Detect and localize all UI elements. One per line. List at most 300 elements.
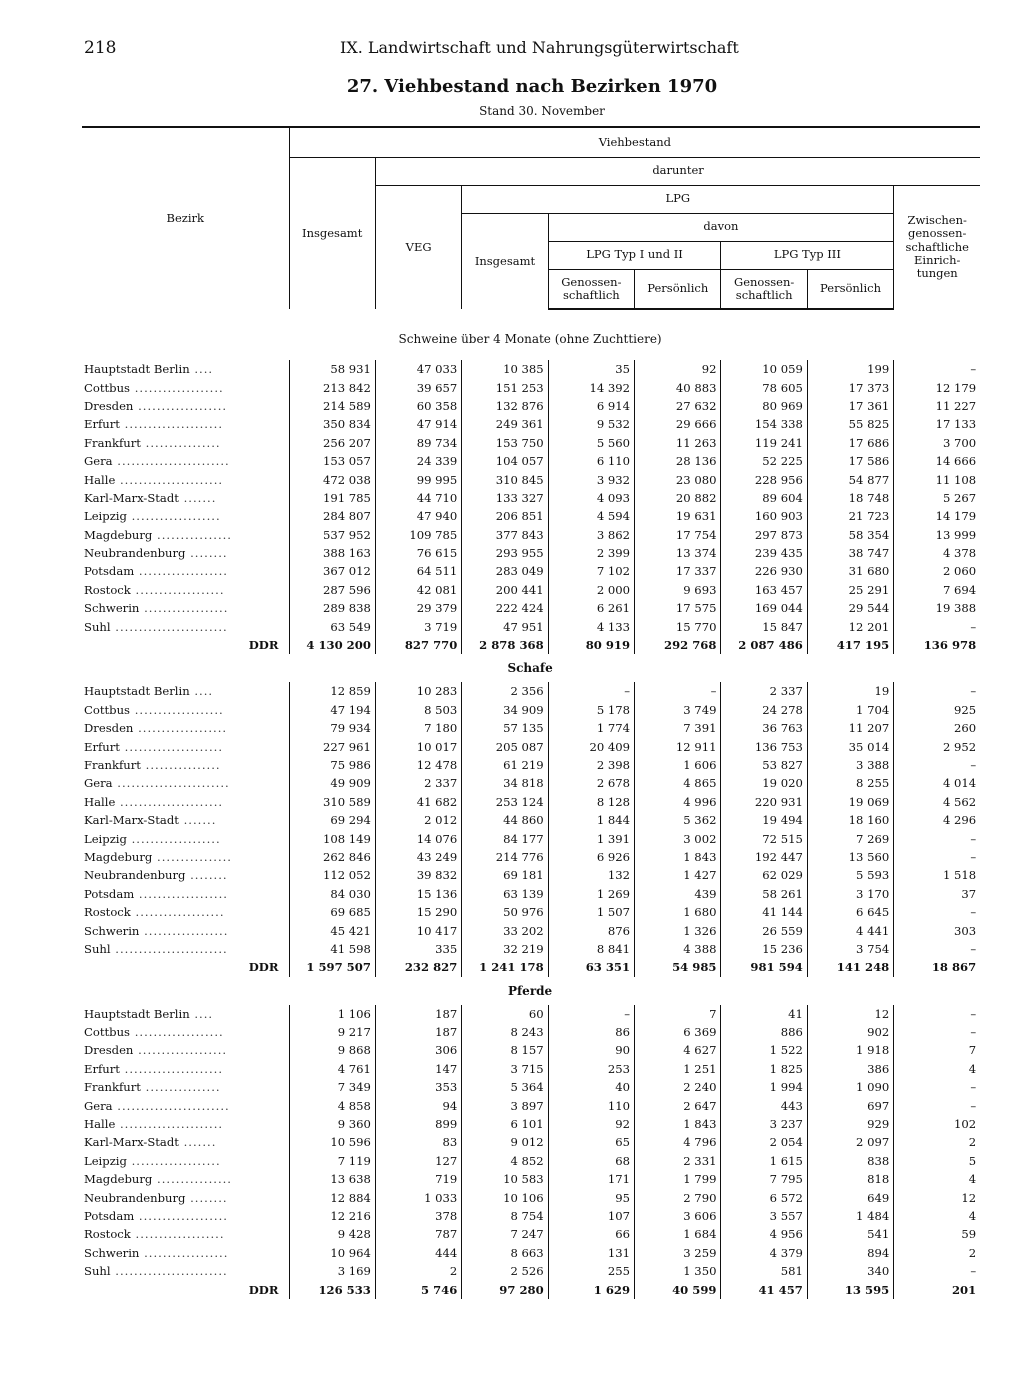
- cell-value: 11 227: [894, 397, 980, 415]
- cell-value: 12: [807, 1005, 893, 1023]
- cell-value: 260: [894, 719, 980, 737]
- cell-value: 60: [462, 1005, 548, 1023]
- cell-value: 1 918: [807, 1041, 893, 1059]
- cell-value: 163 457: [721, 581, 807, 599]
- header-bezirk: Bezirk: [82, 127, 289, 309]
- cell-value: 1 251: [635, 1060, 721, 1078]
- bezirk-label: Leipzig: [84, 831, 127, 846]
- bezirk-name: [82, 903, 289, 921]
- cell-value: 112 052: [289, 866, 375, 884]
- cell-value: 297 873: [721, 526, 807, 544]
- bezirk-label: Neubrandenburg: [84, 868, 186, 883]
- cell-value: 41: [721, 1005, 807, 1023]
- bezirk-name: [82, 682, 289, 700]
- header-typ3: LPG Typ III: [721, 241, 894, 269]
- table-row: [82, 581, 980, 599]
- table-row: [82, 737, 980, 755]
- cell-value: 1 326: [635, 921, 721, 939]
- bezirk-name: [82, 793, 289, 811]
- cell-value: 228 956: [721, 470, 807, 488]
- bezirk-name: [82, 1262, 289, 1280]
- bezirk-name: [82, 1152, 289, 1170]
- table-row: [82, 1188, 980, 1206]
- table-row: [82, 617, 980, 635]
- cell-value: 1 615: [721, 1152, 807, 1170]
- leader-dots: ................: [152, 1172, 232, 1187]
- cell-value: 63 139: [462, 885, 548, 903]
- bezirk-name: [82, 719, 289, 737]
- cell-value: 192 447: [721, 848, 807, 866]
- cell-value: 41 682: [375, 793, 461, 811]
- bezirk-label: Erfurt: [84, 739, 120, 754]
- cell-value: 10 385: [462, 360, 548, 378]
- cell-value: 92: [635, 360, 721, 378]
- table-row: [82, 903, 980, 921]
- bezirk-label: Dresden: [84, 721, 134, 736]
- bezirk-name: [82, 885, 289, 903]
- cell-value: 9 868: [289, 1041, 375, 1059]
- cell-value: 4 996: [635, 793, 721, 811]
- cell-value: 10 417: [375, 921, 461, 939]
- bezirk-label: Cottbus: [84, 380, 131, 395]
- leader-dots: ...................: [134, 886, 228, 901]
- bezirk-name: [82, 921, 289, 939]
- cell-value: 14 666: [894, 452, 980, 470]
- cell-value: 8 243: [462, 1023, 548, 1041]
- cell-value: 29 666: [635, 415, 721, 433]
- bezirk-label: Potsdam: [84, 1208, 135, 1223]
- cell-value: 4 865: [635, 774, 721, 792]
- table-row: [82, 1078, 980, 1096]
- cell-value: 213 842: [289, 378, 375, 396]
- cell-value: 41 598: [289, 940, 375, 958]
- cell-value: 141 248: [807, 958, 893, 976]
- cell-value: 49 909: [289, 774, 375, 792]
- bezirk-name: [82, 470, 289, 488]
- cell-value: 10 583: [462, 1170, 548, 1188]
- cell-value: 21 723: [807, 507, 893, 525]
- cell-value: 60 358: [375, 397, 461, 415]
- cell-value: 109 785: [375, 526, 461, 544]
- cell-value: 6 914: [548, 397, 634, 415]
- cell-value: 151 253: [462, 378, 548, 396]
- cell-value: 19 069: [807, 793, 893, 811]
- cell-value: 439: [635, 885, 721, 903]
- cell-value: 1 518: [894, 866, 980, 884]
- cell-value: 2 878 368: [462, 636, 548, 654]
- table-row: [82, 1041, 980, 1059]
- cell-value: 31 680: [807, 562, 893, 580]
- cell-value: –: [894, 756, 980, 774]
- cell-value: 537 952: [289, 526, 375, 544]
- cell-value: 90: [548, 1041, 634, 1059]
- table-row: [82, 470, 980, 488]
- cell-value: 187: [375, 1005, 461, 1023]
- bezirk-label: DDR: [248, 1282, 279, 1297]
- cell-value: 19 494: [721, 811, 807, 829]
- table-row: [82, 526, 980, 544]
- cell-value: 1 090: [807, 1078, 893, 1096]
- page-number: 218: [84, 38, 117, 58]
- cell-value: 3 719: [375, 617, 461, 635]
- cell-value: 8 157: [462, 1041, 548, 1059]
- leader-dots: ...................: [130, 905, 225, 920]
- leader-dots: ........: [185, 546, 228, 561]
- cell-value: 153 057: [289, 452, 375, 470]
- header-lpg-insgesamt: Insgesamt: [462, 213, 548, 309]
- leader-dots: ...................: [126, 509, 221, 524]
- leader-dots: ................: [140, 435, 221, 450]
- cell-value: 126 533: [289, 1280, 375, 1298]
- cell-value: 17 754: [635, 526, 721, 544]
- cell-value: 66: [548, 1225, 634, 1243]
- table-row: [82, 774, 980, 792]
- cell-value: 53 827: [721, 756, 807, 774]
- cell-value: 1 799: [635, 1170, 721, 1188]
- cell-value: 33 202: [462, 921, 548, 939]
- cell-value: 827 770: [375, 636, 461, 654]
- cell-value: 239 435: [721, 544, 807, 562]
- table-row: [82, 378, 980, 396]
- cell-value: 1 106: [289, 1005, 375, 1023]
- cell-value: 5 560: [548, 434, 634, 452]
- table-row: [82, 1152, 980, 1170]
- total-row: [82, 636, 980, 654]
- cell-value: 34 818: [462, 774, 548, 792]
- bezirk-name: [82, 562, 289, 580]
- header-insgesamt: Insgesamt: [289, 157, 375, 309]
- cell-value: 18 748: [807, 489, 893, 507]
- cell-value: 5: [894, 1152, 980, 1170]
- cell-value: 32 219: [462, 940, 548, 958]
- cell-value: 4 014: [894, 774, 980, 792]
- leader-dots: ........................: [110, 1264, 228, 1279]
- bezirk-label: Karl-Marx-Stadt: [84, 490, 179, 505]
- table-row: [82, 866, 980, 884]
- cell-value: 2 952: [894, 737, 980, 755]
- bezirk-label: Hauptstadt Berlin: [84, 1006, 190, 1021]
- cell-value: 3 897: [462, 1096, 548, 1114]
- bezirk-label: Karl-Marx-Stadt: [84, 1135, 179, 1150]
- table-row: [82, 1244, 980, 1262]
- cell-value: 367 012: [289, 562, 375, 580]
- leader-dots: ...................: [130, 1025, 224, 1040]
- cell-value: 40 599: [635, 1280, 721, 1298]
- cell-value: 206 851: [462, 507, 548, 525]
- cell-value: 253 124: [462, 793, 548, 811]
- cell-value: 104 057: [462, 452, 548, 470]
- table-row: [82, 1115, 980, 1133]
- bezirk-label: Halle: [84, 1117, 116, 1132]
- bezirk-name: [82, 958, 289, 976]
- cell-value: 4 956: [721, 1225, 807, 1243]
- leader-dots: ...................: [134, 564, 228, 579]
- leader-dots: .....................: [119, 739, 224, 754]
- cell-value: 3 002: [635, 829, 721, 847]
- cell-value: 1 391: [548, 829, 634, 847]
- leader-dots: ..................: [139, 601, 229, 616]
- cell-value: 17 373: [807, 378, 893, 396]
- chapter-heading: IX. Landwirtschaft und Nahrungsgüterwirtschaft: [340, 38, 739, 57]
- bezirk-name: [82, 1244, 289, 1262]
- cell-value: 15 770: [635, 617, 721, 635]
- table-row: [82, 940, 980, 958]
- bezirk-label: Karl-Marx-Stadt: [84, 813, 179, 828]
- cell-value: 28 136: [635, 452, 721, 470]
- bezirk-label: Leipzig: [84, 509, 127, 524]
- cell-value: 7 694: [894, 581, 980, 599]
- cell-value: 4 761: [289, 1060, 375, 1078]
- leader-dots: ...................: [130, 702, 224, 717]
- cell-value: 75 986: [289, 756, 375, 774]
- leader-dots: .....................: [119, 1061, 224, 1076]
- cell-value: 12 884: [289, 1188, 375, 1206]
- cell-value: 4 627: [635, 1041, 721, 1059]
- bezirk-label: Dresden: [84, 398, 134, 413]
- bezirk-name: [82, 636, 289, 654]
- cell-value: 4: [894, 1170, 980, 1188]
- cell-value: 160 903: [721, 507, 807, 525]
- cell-value: 147: [375, 1060, 461, 1078]
- cell-value: 7 180: [375, 719, 461, 737]
- cell-value: 10 964: [289, 1244, 375, 1262]
- cell-value: 3 606: [635, 1207, 721, 1225]
- cell-value: 4 378: [894, 544, 980, 562]
- cell-value: 58 354: [807, 526, 893, 544]
- cell-value: 5 362: [635, 811, 721, 829]
- cell-value: 4 594: [548, 507, 634, 525]
- cell-value: 62 029: [721, 866, 807, 884]
- cell-value: 24 339: [375, 452, 461, 470]
- cell-value: 86: [548, 1023, 634, 1041]
- cell-value: 303: [894, 921, 980, 939]
- cell-value: 4 130 200: [289, 636, 375, 654]
- cell-value: 44 710: [375, 489, 461, 507]
- cell-value: 17 337: [635, 562, 721, 580]
- bezirk-name: [82, 617, 289, 635]
- cell-value: 191 785: [289, 489, 375, 507]
- cell-value: 2 526: [462, 1262, 548, 1280]
- cell-value: 15 136: [375, 885, 461, 903]
- header-typ12: LPG Typ I und II: [548, 241, 721, 269]
- cell-value: 310 845: [462, 470, 548, 488]
- cell-value: 876: [548, 921, 634, 939]
- cell-value: 262 846: [289, 848, 375, 866]
- table-row: [82, 1207, 980, 1225]
- cell-value: 17 586: [807, 452, 893, 470]
- bezirk-name: [82, 1060, 289, 1078]
- cell-value: 1 522: [721, 1041, 807, 1059]
- cell-value: 2 060: [894, 562, 980, 580]
- section-title: Pferde: [508, 983, 553, 998]
- leader-dots: ...................: [133, 398, 228, 413]
- cell-value: –: [894, 1262, 980, 1280]
- cell-value: 76 615: [375, 544, 461, 562]
- bezirk-label: Frankfurt: [84, 758, 141, 772]
- cell-value: 2: [894, 1244, 980, 1262]
- cell-value: 63 351: [548, 958, 634, 976]
- cell-value: 107: [548, 1207, 634, 1225]
- cell-value: 1 704: [807, 701, 893, 719]
- cell-value: 97 280: [462, 1280, 548, 1298]
- bezirk-label: Leipzig: [84, 1153, 127, 1168]
- leader-dots: .......: [178, 813, 217, 828]
- cell-value: 38 747: [807, 544, 893, 562]
- cell-value: 3 862: [548, 526, 634, 544]
- cell-value: 1 427: [635, 866, 721, 884]
- cell-value: 169 044: [721, 599, 807, 617]
- header-viehbestand: Viehbestand: [289, 127, 980, 157]
- cell-value: 9 012: [462, 1133, 548, 1151]
- leader-dots: ......................: [115, 794, 224, 809]
- bezirk-label: Frankfurt: [84, 1080, 141, 1095]
- bezirk-label: Rostock: [84, 905, 131, 920]
- bezirk-name: [82, 1133, 289, 1151]
- table-row: [82, 1133, 980, 1151]
- cell-value: 24 278: [721, 701, 807, 719]
- cell-value: 13 999: [894, 526, 980, 544]
- bezirk-label: Rostock: [84, 1227, 131, 1242]
- cell-value: 4 858: [289, 1096, 375, 1114]
- cell-value: 4 388: [635, 940, 721, 958]
- cell-value: 1 629: [548, 1280, 634, 1298]
- cell-value: –: [894, 1005, 980, 1023]
- cell-value: 36 763: [721, 719, 807, 737]
- cell-value: 131: [548, 1244, 634, 1262]
- leader-dots: ......................: [115, 1117, 224, 1132]
- cell-value: 12: [894, 1188, 980, 1206]
- cell-value: 50 976: [462, 903, 548, 921]
- cell-value: 9 428: [289, 1225, 375, 1243]
- cell-value: 925: [894, 701, 980, 719]
- cell-value: 14 392: [548, 378, 634, 396]
- cell-value: 47 914: [375, 415, 461, 433]
- total-row: [82, 1280, 980, 1298]
- cell-value: 3 259: [635, 1244, 721, 1262]
- cell-value: 69 685: [289, 903, 375, 921]
- cell-value: 3 557: [721, 1207, 807, 1225]
- bezirk-label: Halle: [84, 472, 116, 487]
- cell-value: 2 240: [635, 1078, 721, 1096]
- cell-value: 350 834: [289, 415, 375, 433]
- bezirk-label: Erfurt: [84, 1061, 120, 1076]
- cell-value: 6 645: [807, 903, 893, 921]
- cell-value: 6 101: [462, 1115, 548, 1133]
- bezirk-name: [82, 756, 289, 774]
- cell-value: 3 169: [289, 1262, 375, 1280]
- cell-value: 3 388: [807, 756, 893, 774]
- cell-value: 12 478: [375, 756, 461, 774]
- cell-value: 649: [807, 1188, 893, 1206]
- cell-value: 199: [807, 360, 893, 378]
- cell-value: 386: [807, 1060, 893, 1078]
- cell-value: 1 606: [635, 756, 721, 774]
- cell-value: 64 511: [375, 562, 461, 580]
- section-heading-row: [82, 309, 980, 360]
- cell-value: 340: [807, 1262, 893, 1280]
- cell-value: 8 255: [807, 774, 893, 792]
- bezirk-name: [82, 1115, 289, 1133]
- cell-value: 200 441: [462, 581, 548, 599]
- cell-value: 232 827: [375, 958, 461, 976]
- cell-value: 220 931: [721, 793, 807, 811]
- cell-value: 37: [894, 885, 980, 903]
- cell-value: 12 859: [289, 682, 375, 700]
- cell-value: 5 267: [894, 489, 980, 507]
- cell-value: 13 595: [807, 1280, 893, 1298]
- bezirk-label: Cottbus: [84, 702, 131, 717]
- cell-value: 44 860: [462, 811, 548, 829]
- cell-value: 94: [375, 1096, 461, 1114]
- cell-value: 226 930: [721, 562, 807, 580]
- bezirk-label: Suhl: [84, 941, 111, 956]
- leader-dots: ...................: [130, 1227, 225, 1242]
- cell-value: 3 715: [462, 1060, 548, 1078]
- cell-value: 10 106: [462, 1188, 548, 1206]
- bezirk-name: [82, 434, 289, 452]
- cell-value: 12 216: [289, 1207, 375, 1225]
- cell-value: 4 379: [721, 1244, 807, 1262]
- cell-value: 2 398: [548, 756, 634, 774]
- cell-value: 7: [894, 1041, 980, 1059]
- table-row: [82, 1262, 980, 1280]
- table-row: [82, 848, 980, 866]
- cell-value: 27 632: [635, 397, 721, 415]
- cell-value: 8 663: [462, 1244, 548, 1262]
- cell-value: 15 290: [375, 903, 461, 921]
- table-row: [82, 1096, 980, 1114]
- cell-value: 284 807: [289, 507, 375, 525]
- cell-value: 227 961: [289, 737, 375, 755]
- cell-value: 13 374: [635, 544, 721, 562]
- header-davon: davon: [548, 213, 894, 241]
- cell-value: 292 768: [635, 636, 721, 654]
- bezirk-name: [82, 599, 289, 617]
- bezirk-name: [82, 360, 289, 378]
- cell-value: –: [894, 1023, 980, 1041]
- cell-value: 19 020: [721, 774, 807, 792]
- cell-value: 132 876: [462, 397, 548, 415]
- leader-dots: .......: [178, 1135, 217, 1150]
- cell-value: 899: [375, 1115, 461, 1133]
- bezirk-name: [82, 544, 289, 562]
- cell-value: 1 241 178: [462, 958, 548, 976]
- cell-value: 78 605: [721, 378, 807, 396]
- cell-value: 8 503: [375, 701, 461, 719]
- cell-value: 7 247: [462, 1225, 548, 1243]
- table-row: [82, 1225, 980, 1243]
- cell-value: 2 337: [375, 774, 461, 792]
- cell-value: 2 012: [375, 811, 461, 829]
- cell-value: 7 269: [807, 829, 893, 847]
- cell-value: 443: [721, 1096, 807, 1114]
- header-typ3-persoenlich: Persönlich: [807, 269, 893, 309]
- cell-value: 310 589: [289, 793, 375, 811]
- cell-value: 110: [548, 1096, 634, 1114]
- leader-dots: ...................: [133, 721, 228, 736]
- cell-value: 6 261: [548, 599, 634, 617]
- table-row: [82, 1005, 980, 1023]
- cell-value: –: [894, 903, 980, 921]
- livestock-table: [82, 126, 980, 1299]
- cell-value: 293 955: [462, 544, 548, 562]
- bezirk-label: Potsdam: [84, 564, 135, 579]
- bezirk-label: Gera: [84, 454, 113, 469]
- cell-value: 61 219: [462, 756, 548, 774]
- cell-value: –: [894, 682, 980, 700]
- leader-dots: ...................: [133, 1043, 228, 1058]
- cell-value: 23 080: [635, 470, 721, 488]
